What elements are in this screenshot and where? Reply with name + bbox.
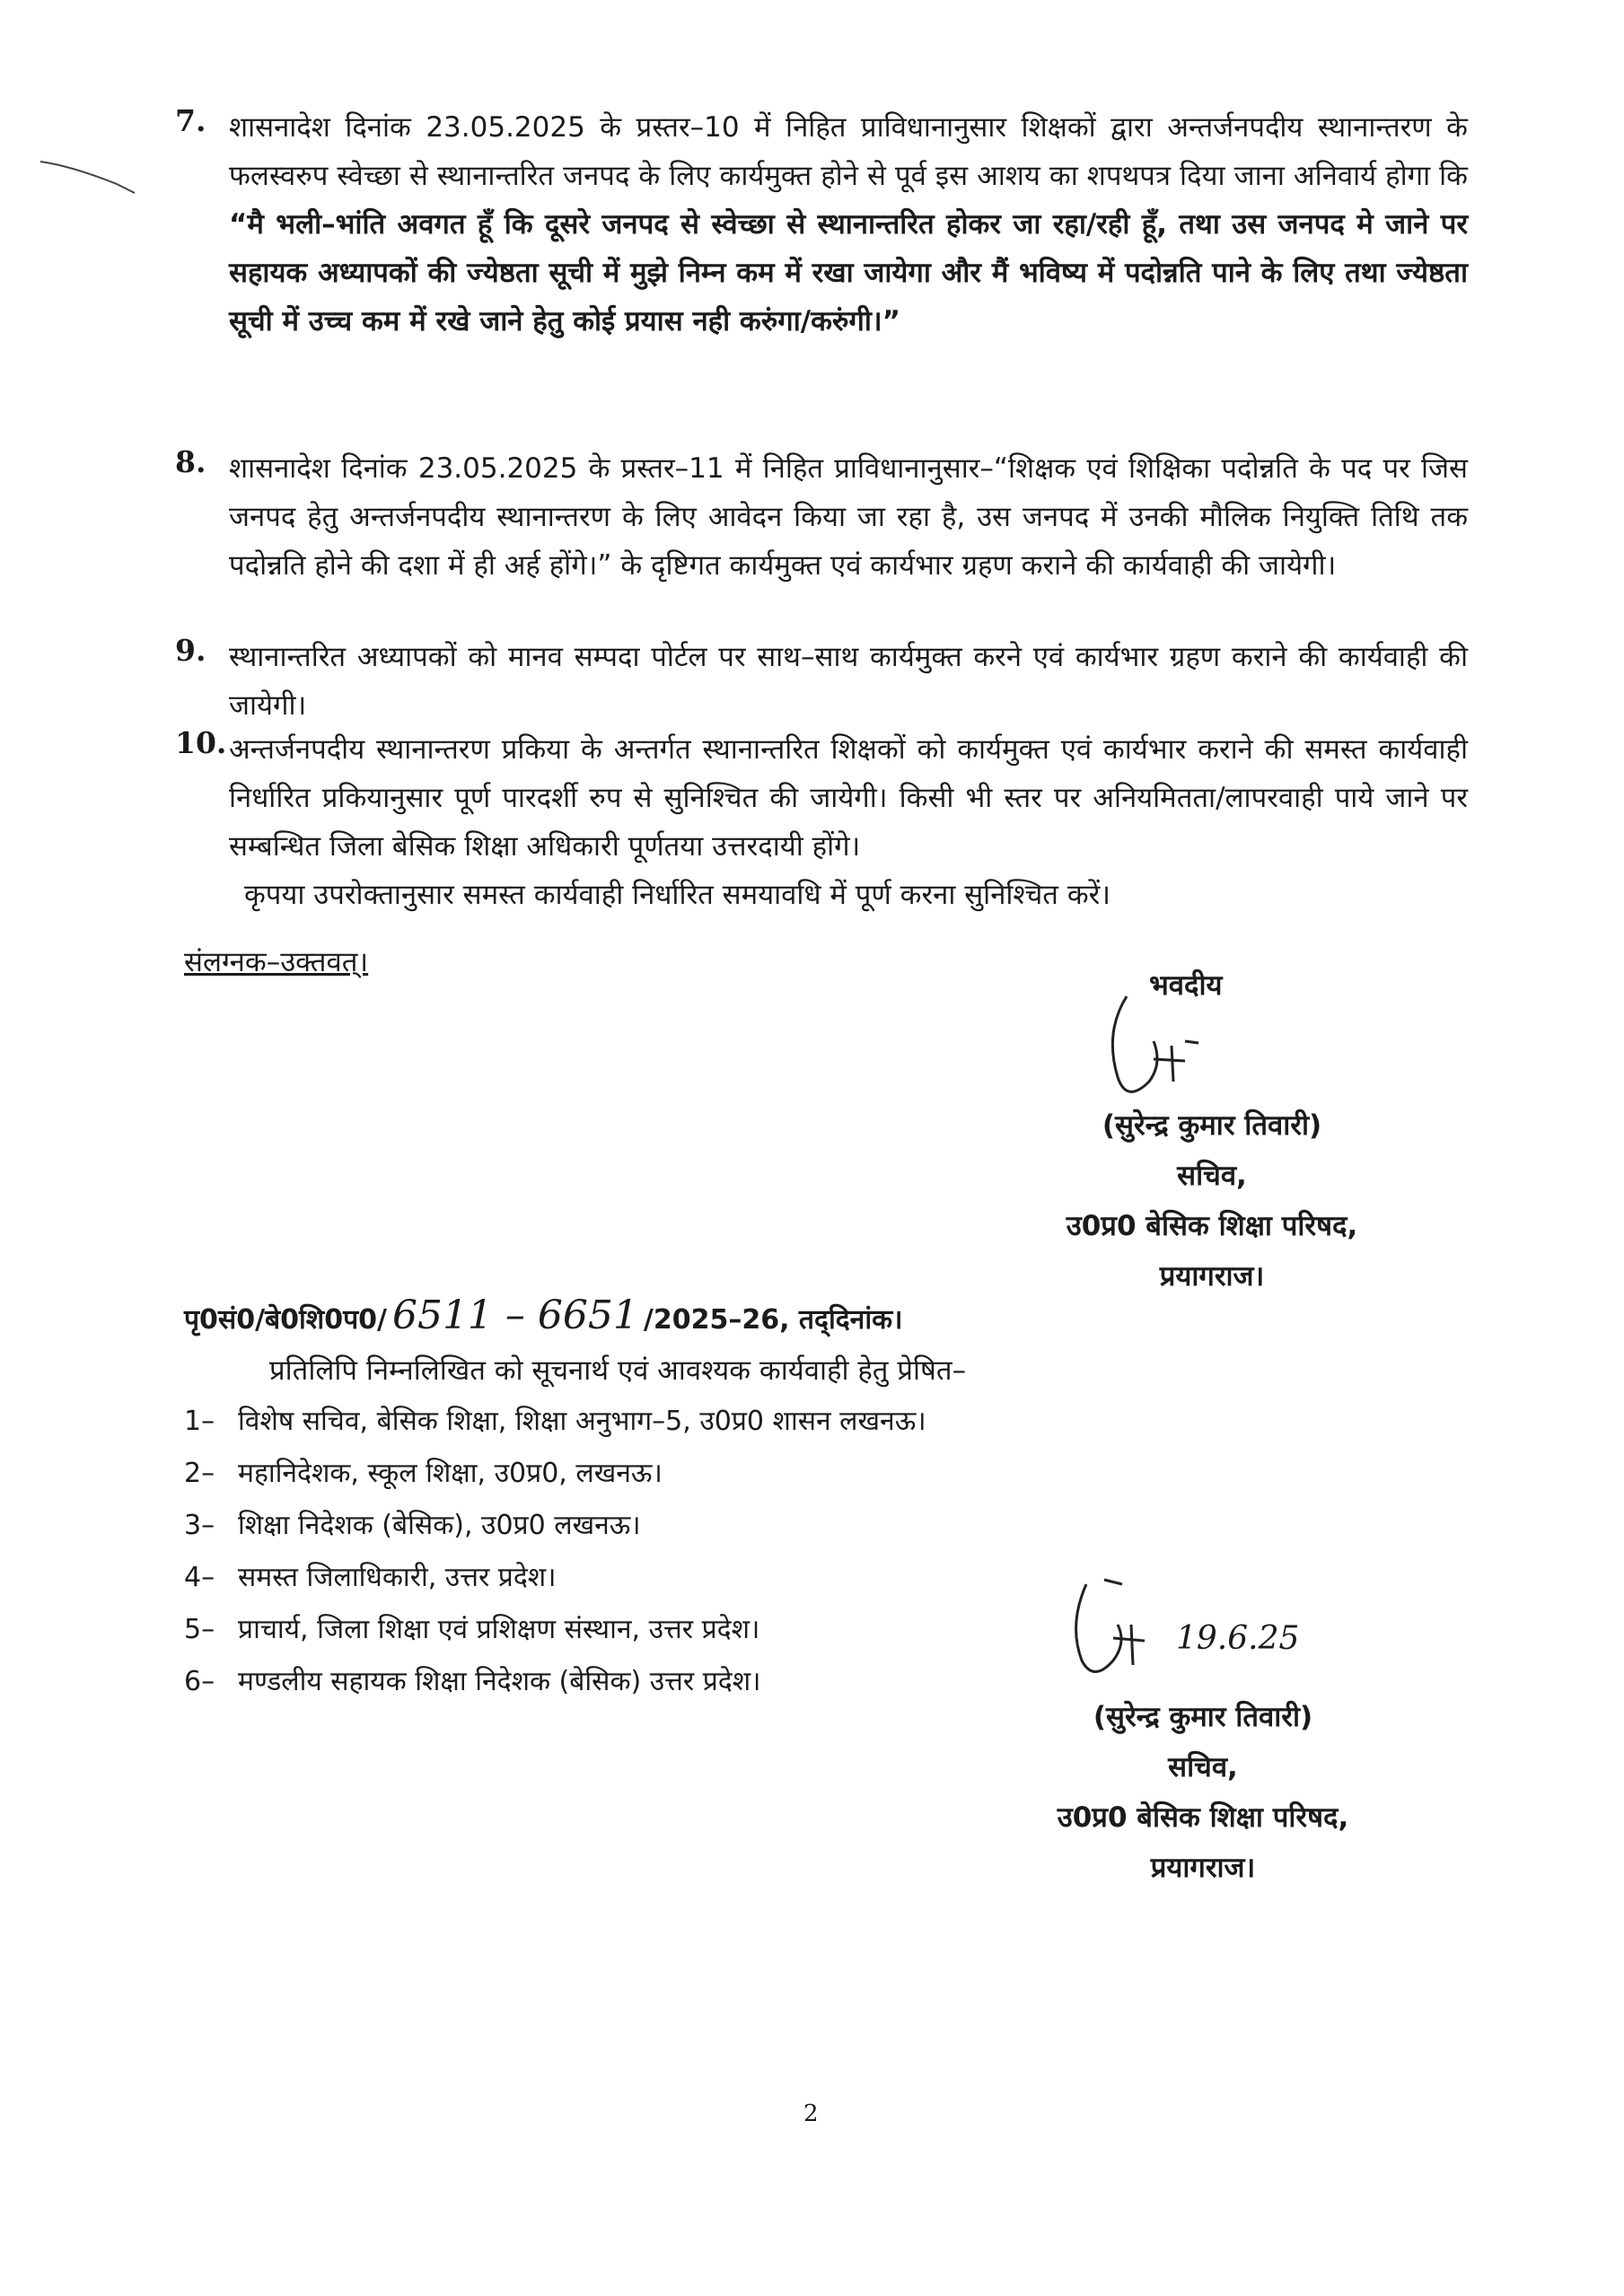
copy-item: 5– प्राचार्य, जिला शिक्षा एवं प्रशिक्षण संस्थान, उत्तर प्रदेश। [184,1614,760,1645]
handwritten-signature-2 [1068,1562,1194,1687]
signatory-city: प्रयागराज। [1150,1852,1256,1884]
page-number: 2 [803,2100,819,2127]
item-number: 7. [175,103,206,138]
salutation: भवदीय [1149,969,1223,1002]
signature-date: 19.6.25 [1176,1620,1300,1657]
affidavit-text: “मै भली–भांति अवगत हूँ कि दूसरे जनपद से स्वेच्छा से स्थानान्तरित होकर जा रहा/रही हूँ, तथा उस जनपद मे जाने पर सहायक अध्यापकों की ज्येष्ठता सूची में मुझे निम्न कम में रखा जायेगा और मैं भविष्य में पदोन्नति पाने के लिए तथा ज्येष्ठता सूची में उच्च कम में रखे जाने हेतु कोई प्रयास नही करुंगा/करुंगी।” [229,208,1468,337]
list-item-10 [175,725,1468,871]
copy-intro: प्रतिलिपि निम्नलिखित को सूचनार्थ एवं आवश्यक कार्यवाही हेतु प्रेषित– [269,1354,967,1387]
signatory-name: (सुरेन्द्र कुमार तिवारी) [1093,1701,1313,1733]
signatory-city: प्रयागराज। [1159,1260,1265,1293]
item-text: स्थानान्तरित अध्यापकों को मानव सम्पदा पोर्टल पर साथ–साथ कार्यमुक्त करने एवं कार्यभार ग्रहण कराने की कार्यवाही की जायेगी। [229,641,1468,722]
list-item-8 [175,444,1468,590]
list-item-9 [175,633,1468,730]
enclosure-note: संलग्नक–उक्तवत्। [184,946,369,978]
reference-suffix: /2025–26, तद्‌दिनांक। [643,1304,903,1336]
item-plain-text: शासनादेश दिनांक 23.05.2025 के प्रस्तर–10 में निहित प्राविधानानुसार शिक्षकों द्वारा अन्तर्जनपदीय स्थानान्तरण के फलस्वरुप स्वेच्छा से स्थानान्तरित जनपद के लिए कार्यमुक्त होने से पूर्व इस आशय का शपथपत्र दिया जाना अनिवार्य होगा कि [229,111,1468,192]
item-number: 8. [175,444,206,479]
signatory-designation: सचिव, [1168,1751,1238,1783]
copy-list [184,1396,926,1708]
dispatch-number: 6511 – 6651 [391,1293,638,1338]
list-item-7 [175,103,1468,346]
signatory-organization: उ0प्र0 बेसिक शिक्षा परिषद, [1057,1801,1349,1834]
item-number: 9. [175,633,206,668]
copy-item: 4– समस्त जिलाधिकारी, उत्तर प्रदेश। [184,1562,557,1593]
signatory-designation: सचिव, [1177,1160,1247,1192]
handwritten-signature-1 [1100,978,1243,1113]
copy-item: 2– महानिदेशक, स्कूल शिक्षा, उ0प्र0, लखनऊ। [184,1458,663,1489]
copy-item: 6– मण्डलीय सहायक शिक्षा निदेशक (बेसिक) उत्तर प्रदेश। [184,1666,761,1697]
copy-item: 3– शिक्षा निदेशक (बेसिक), उ0प्र0 लखनऊ। [184,1510,641,1541]
reference-prefix: पृ0सं0/बे0शि0प0/ [184,1304,387,1336]
item-text: अन्तर्जनपदीय स्थानान्तरण प्रकिया के अन्तर्गत स्थानान्तरित शिक्षकों को कार्यमुक्त एवं कार्यभार कराने की समस्त कार्यवाही निर्धारित प्रकियानुसार पूर्ण पारदर्शी रुप से सुनिश्चित की जायेगी। किसी भी स्तर पर अनियमितता/लापरवाही पाये जाने पर सम्बन्धित जिला बेसिक शिक्षा अधिकारी पूर्णतया उत्तरदायी होंगे। [229,733,1468,863]
closing-line: कृपया उपरोक्तानुसार समस्त कार्यवाही निर्धारित समयावधि में पूर्ण करना सुनिश्चित करें। [244,879,1111,911]
reference-line [184,1293,903,1338]
signatory-name: (सुरेन्द्र कुमार तिवारी) [1102,1109,1322,1142]
margin-mark [36,144,144,197]
item-number: 10. [175,725,227,760]
signature-block-2 [996,1692,1409,1893]
signatory-organization: उ0प्र0 बेसिक शिक्षा परिषद, [1066,1210,1358,1242]
copy-item: 1– विशेष सचिव, बेसिक शिक्षा, शिक्षा अनुभाग–5, उ0प्र0 शासन लखनऊ। [184,1406,926,1437]
item-text [229,103,1468,346]
item-text: शासनादेश दिनांक 23.05.2025 के प्रस्तर–11 में निहित प्राविधानानुसार–“शिक्षक एवं शिक्षिका पदोन्नति के पद पर जिस जनपद हेतु अन्तर्जनपदीय स्थानान्तरण के लिए आवेदन किया जा रहा है, उस जनपद में उनकी मौलिक नियुक्ति तिथि तक पदोन्नति होने की दशा में ही अर्ह होंगे।” के दृष्टिगत कार्यमुक्त एवं कार्यभार ग्रहण कराने की कार्यवाही की जायेगी। [229,452,1468,582]
